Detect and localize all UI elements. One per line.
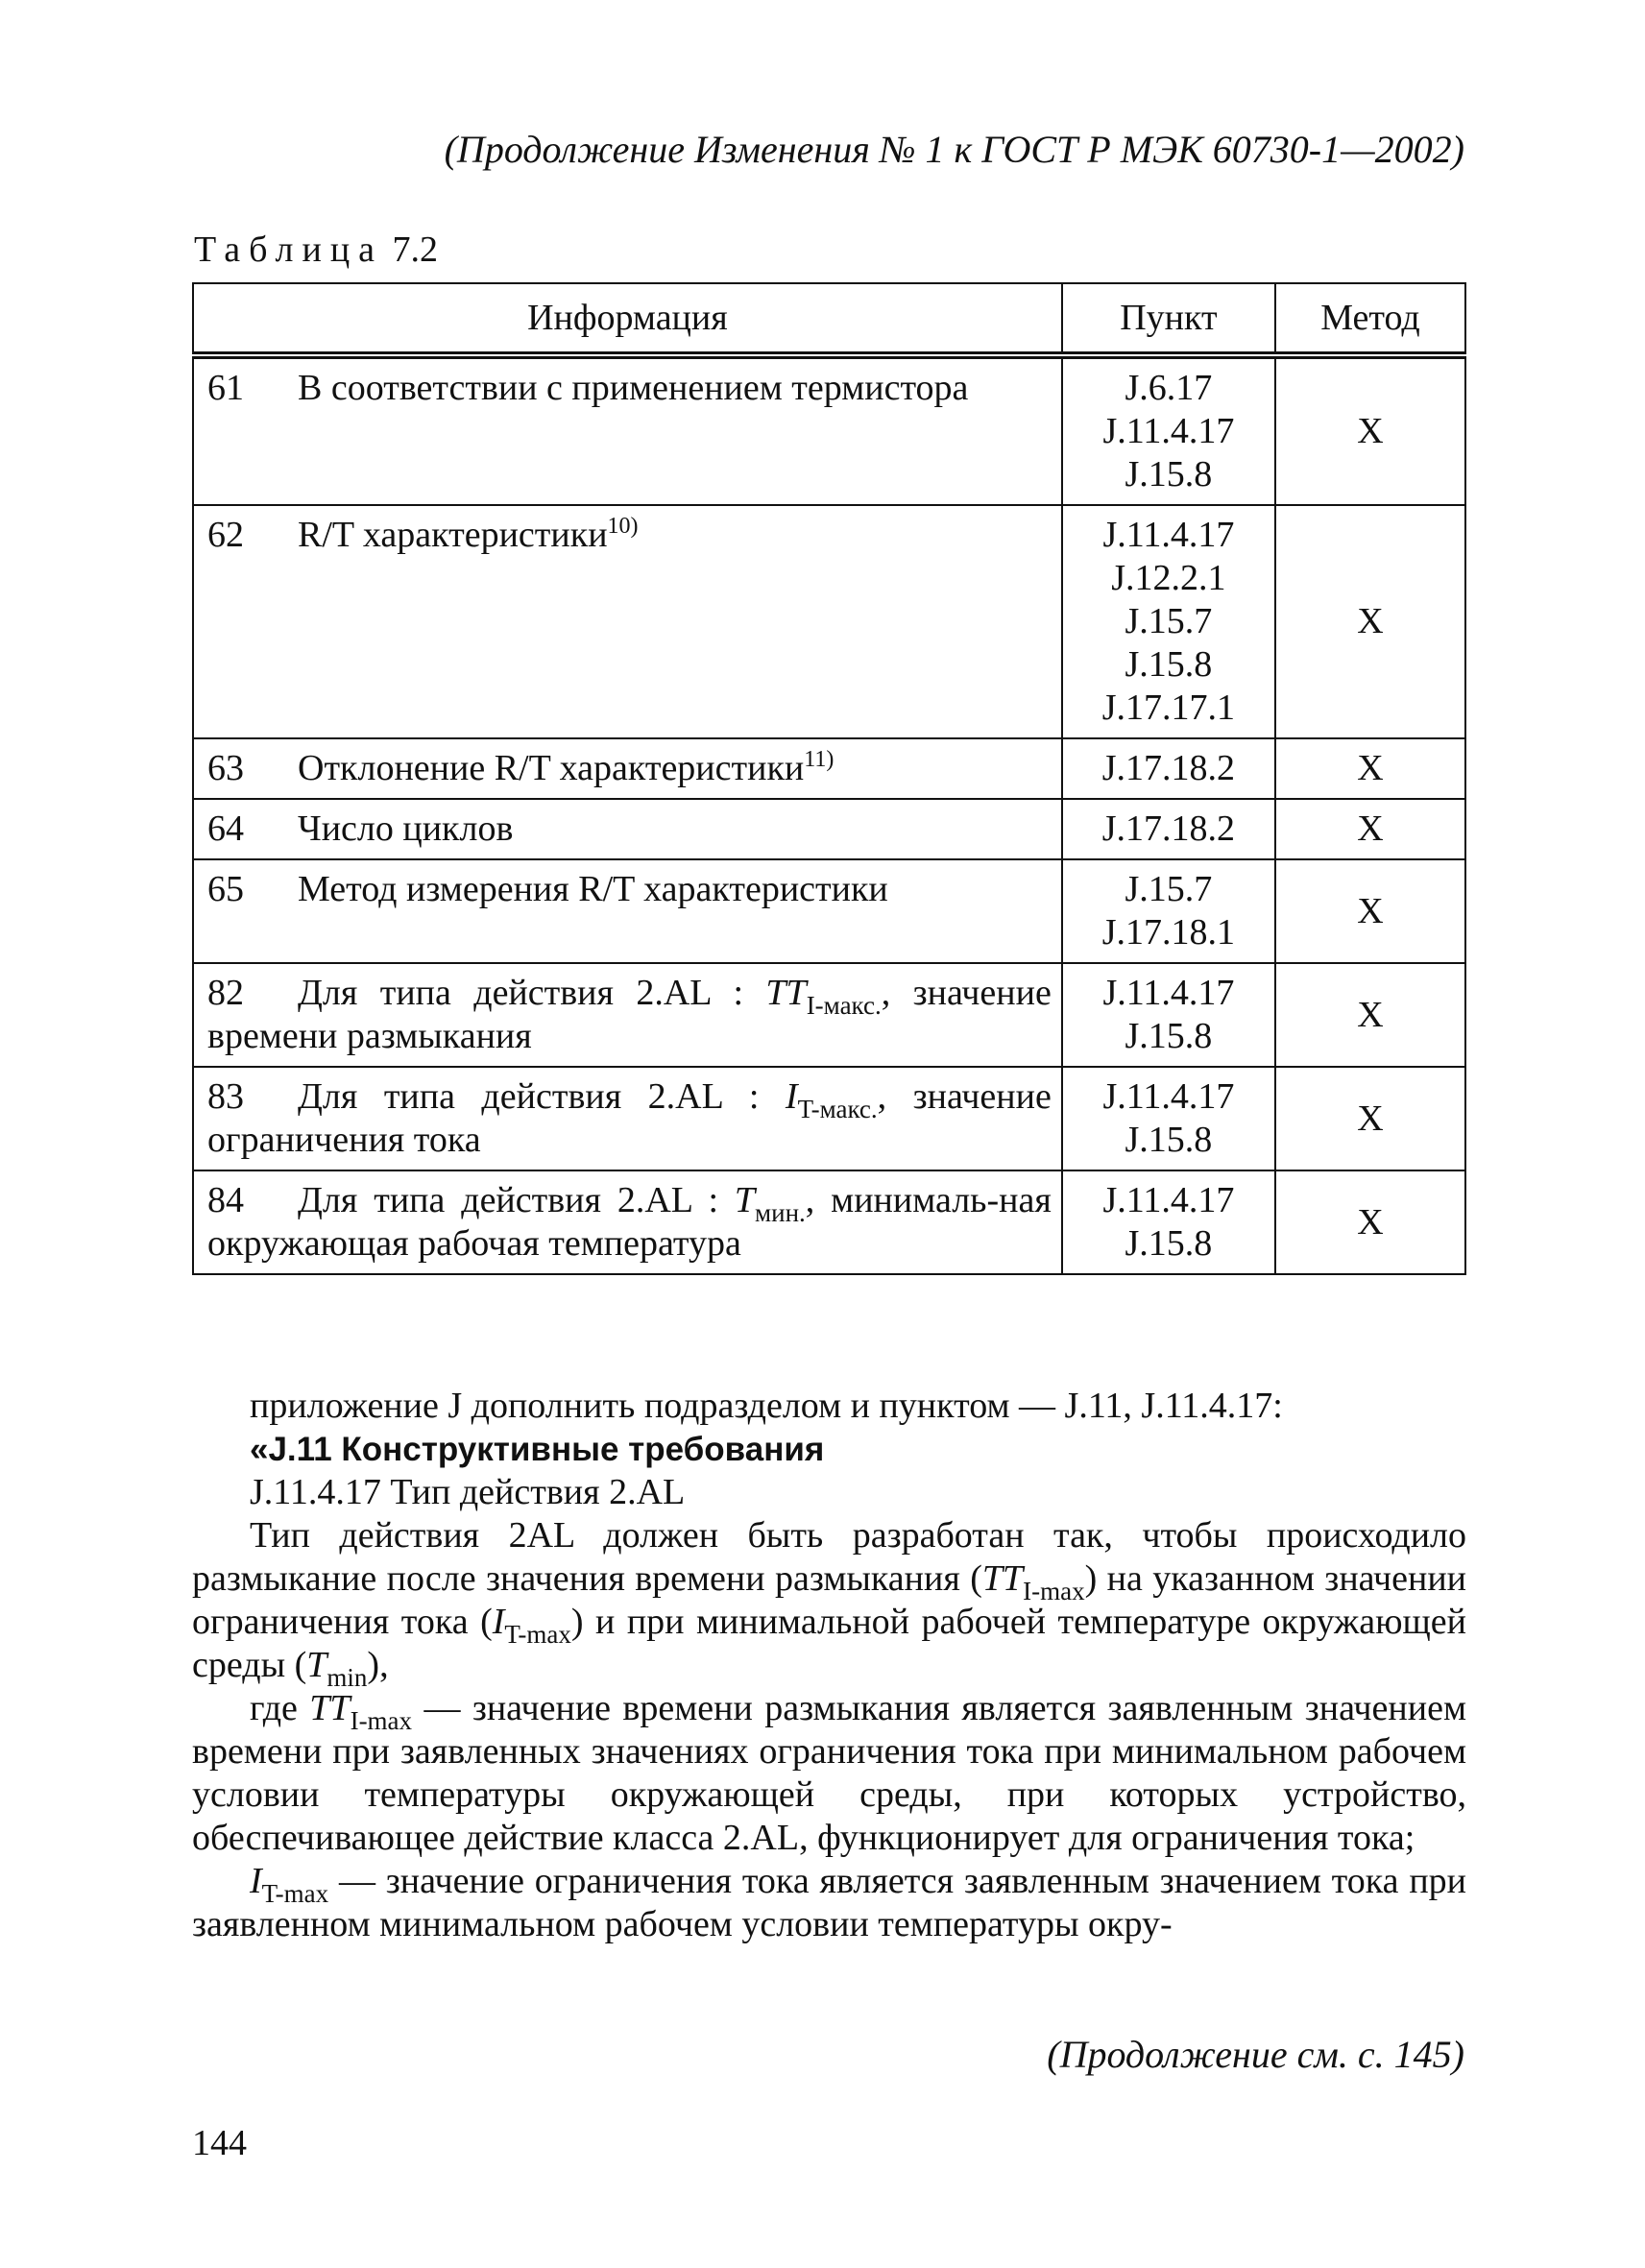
metod-cell: X — [1275, 1067, 1465, 1170]
info-cell — [193, 859, 1062, 963]
text-run: ), — [367, 1645, 389, 1685]
punkt-cell — [1062, 505, 1275, 738]
punkt-ref: J.11.4.17 — [1102, 973, 1235, 1013]
table-caption-word: Таблица — [194, 229, 384, 270]
punkt-ref: J.11.4.17 — [1102, 1076, 1235, 1117]
punkt-ref: J.17.18.2 — [1101, 748, 1236, 788]
punkt-ref: J.15.8 — [1125, 1120, 1213, 1160]
punkt-cell — [1062, 738, 1275, 799]
punkt-ref: J.11.4.17 — [1102, 1180, 1235, 1220]
punkt-cell — [1062, 799, 1275, 859]
header-info: Информация — [193, 283, 1062, 355]
paragraph-3 — [192, 1860, 1466, 1946]
row-text-pre: Для типа действия 2.AL : — [298, 1180, 735, 1220]
metod-cell: X — [1275, 738, 1465, 799]
punkt-ref: J.15.7 — [1125, 869, 1213, 909]
punkt-ref: J.15.8 — [1125, 454, 1213, 495]
text-run: — значение ограничения тока является заявленным значением тока при заявленном минимальном рабочем условии температуры окру- — [192, 1861, 1466, 1944]
row-number: 64 — [207, 808, 244, 849]
metod-cell: X — [1275, 799, 1465, 859]
section-title — [192, 1428, 1466, 1471]
section-title-text: «J.11 Конструктивные требования — [250, 1431, 825, 1468]
metod-cell: X — [1275, 355, 1465, 505]
table-row — [193, 1170, 1465, 1274]
punkt-ref: J.11.4.17 — [1102, 515, 1235, 555]
info-table — [192, 282, 1466, 1275]
footnote-ref: 11) — [804, 747, 835, 772]
punkt-cell — [1062, 355, 1275, 505]
punkt-ref: J.15.8 — [1125, 644, 1213, 685]
info-cell — [193, 799, 1062, 859]
symbol: T — [734, 1180, 756, 1220]
symbol: TT — [981, 1558, 1024, 1599]
table-row — [193, 799, 1465, 859]
footnote-ref: 10) — [607, 514, 639, 539]
symbol-subscript: min — [327, 1663, 368, 1692]
punkt-ref: J.12.2.1 — [1111, 558, 1226, 598]
text-run: где — [250, 1688, 310, 1728]
body-text — [192, 1385, 1466, 1946]
symbol-subscript: мин. — [755, 1198, 806, 1227]
punkt-cell — [1062, 859, 1275, 963]
row-text-pre: Для типа действия 2.AL : — [298, 1076, 786, 1117]
punkt-ref: J.15.8 — [1125, 1223, 1213, 1264]
table-row — [193, 355, 1465, 505]
page-footer: (Продолжение см. с. 145) — [1047, 2033, 1464, 2076]
header-metod: Метод — [1275, 283, 1465, 355]
symbol: I — [492, 1602, 505, 1642]
row-text: В соответствии с применением термистора — [298, 368, 969, 408]
header-punkt: Пункт — [1062, 283, 1275, 355]
row-number: 65 — [207, 869, 244, 909]
symbol-subscript: T-max — [261, 1879, 329, 1908]
punkt-ref: J.17.18.2 — [1101, 808, 1236, 849]
punkt-ref: J.15.8 — [1125, 1016, 1213, 1056]
row-text: Число циклов — [298, 808, 514, 849]
metod-cell: X — [1275, 859, 1465, 963]
symbol: I — [250, 1861, 262, 1901]
row-text-post: , минималь-ная окружающая рабочая температура — [207, 1180, 1052, 1264]
row-number: 62 — [207, 515, 244, 555]
row-text-post: , значение времени размыкания — [207, 973, 1052, 1056]
info-cell — [193, 355, 1062, 505]
table-row — [193, 859, 1465, 963]
table-caption — [194, 229, 438, 271]
punkt-ref: J.11.4.17 — [1102, 411, 1235, 451]
info-cell — [193, 1067, 1062, 1170]
row-text-pre: Для типа действия 2.AL : — [298, 973, 766, 1013]
paragraph-2 — [192, 1687, 1466, 1860]
intro-paragraph: приложение J дополнить подразделом и пунктом — J.11, J.11.4.17: — [250, 1386, 1283, 1426]
table-row — [193, 1067, 1465, 1170]
page-number: 144 — [192, 2123, 247, 2163]
symbol-subscript: I-max — [1023, 1577, 1085, 1605]
punkt-ref: J.17.18.1 — [1101, 912, 1236, 953]
subsection-title: J.11.4.17 Тип действия 2.AL — [250, 1472, 686, 1512]
metod-cell: X — [1275, 505, 1465, 738]
text-run: Тип действия 2AL должен быть разработан так, чтобы происходило размыкание после значения времени размыкания ( — [192, 1515, 1466, 1599]
paragraph-1 — [192, 1514, 1466, 1692]
symbol: I — [785, 1076, 798, 1117]
punkt-ref: J.15.7 — [1125, 601, 1213, 641]
metod-cell: X — [1275, 963, 1465, 1067]
punkt-cell — [1062, 1170, 1275, 1274]
symbol: TT — [309, 1688, 351, 1728]
metod-cell: X — [1275, 1170, 1465, 1274]
symbol: T — [306, 1645, 327, 1685]
symbol-subscript: T-max — [504, 1620, 571, 1649]
symbol-subscript: I-max — [350, 1706, 413, 1735]
row-text: Метод измерения R/T характеристики — [298, 869, 888, 909]
punkt-cell — [1062, 963, 1275, 1067]
punkt-cell — [1062, 1067, 1275, 1170]
row-number: 61 — [207, 368, 244, 408]
info-cell — [193, 963, 1062, 1067]
table-row — [193, 505, 1465, 738]
table-caption-number: 7.2 — [392, 229, 439, 270]
info-cell — [193, 505, 1062, 738]
text-run: ) и при минимальной рабочей температуре окружающей среды ( — [192, 1602, 1466, 1685]
symbol-subscript: I-макс. — [806, 991, 882, 1020]
row-text: R/T характеристики — [298, 515, 608, 555]
symbol-subscript: T-макс. — [797, 1095, 878, 1123]
text-run: — значение времени размыкания является заявленным значением времени при заявленных значениях ограничения тока при минимальном рабочем условии температуры окружающей среды, при которых устройство, обеспечивающее действие класса 2.AL, функционирует для ограничения тока; — [192, 1688, 1466, 1858]
punkt-ref: J.6.17 — [1125, 368, 1213, 408]
row-number: 84 — [207, 1180, 244, 1220]
row-text-post: , значение ограничения тока — [207, 1076, 1052, 1160]
row-text: Отклонение R/T характеристики — [298, 748, 805, 788]
info-cell — [193, 738, 1062, 799]
row-number: 63 — [207, 748, 244, 788]
row-number: 82 — [207, 973, 244, 1013]
text-run: ) на указанном значении ограничения тока ( — [192, 1558, 1466, 1642]
info-cell — [193, 1170, 1062, 1274]
row-number: 83 — [207, 1076, 244, 1117]
table-header-row — [193, 283, 1465, 355]
table-row — [193, 963, 1465, 1067]
symbol: TT — [765, 973, 807, 1013]
page-header: (Продолжение Изменения № 1 к ГОСТ Р МЭК 60730-1—2002) — [444, 128, 1464, 171]
punkt-ref: J.17.17.1 — [1101, 688, 1236, 728]
table-row — [193, 738, 1465, 799]
